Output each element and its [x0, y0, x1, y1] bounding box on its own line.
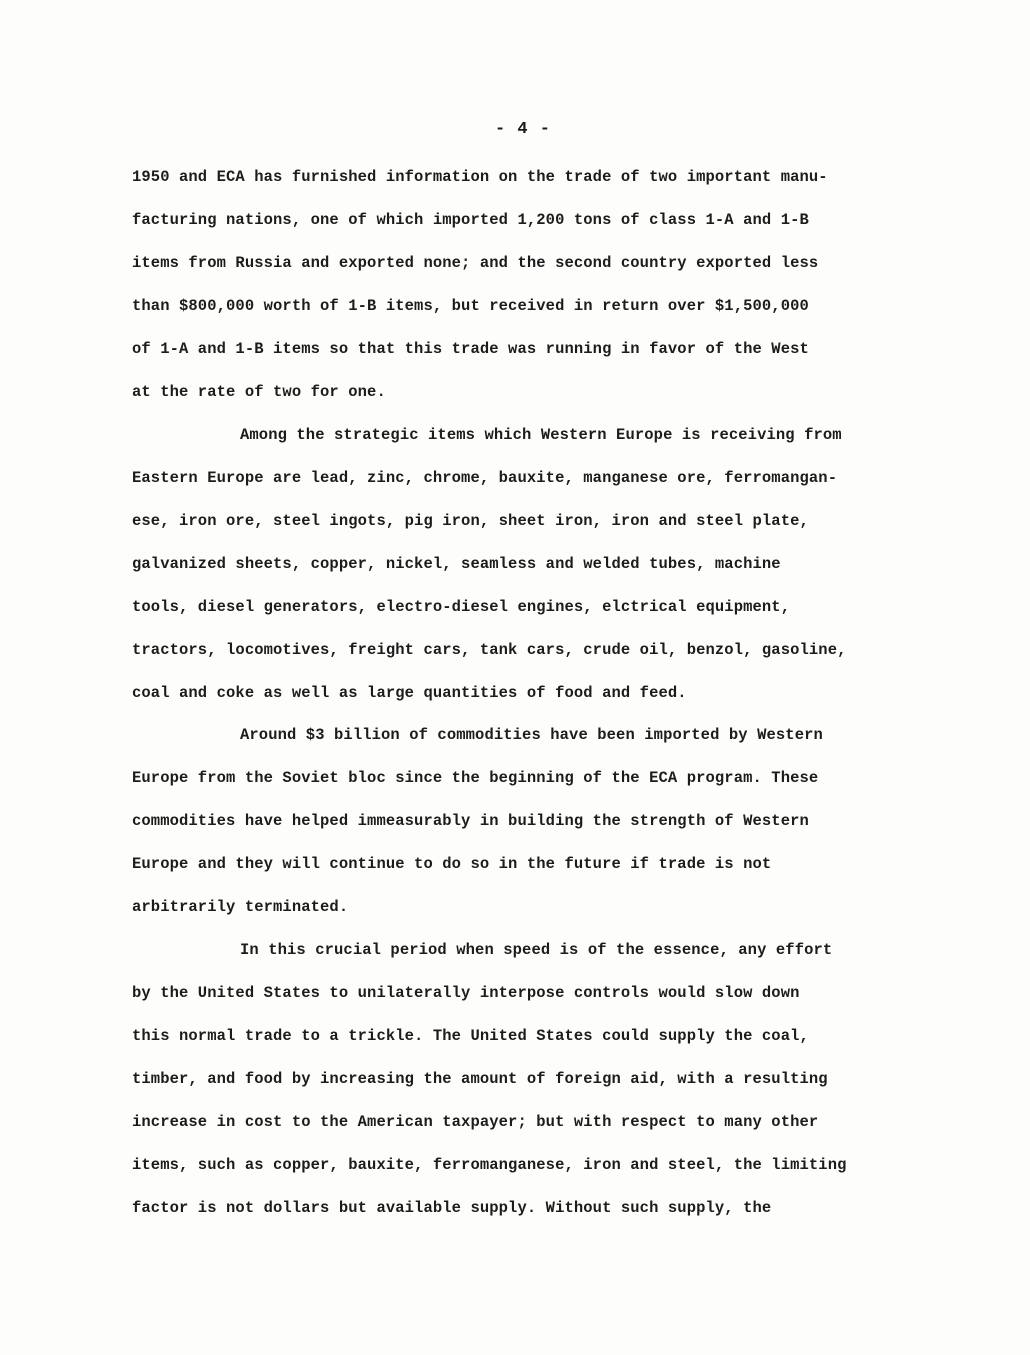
text-line: Eastern Europe are lead, zinc, chrome, bauxite, manganese ore, ferromangan- — [132, 469, 838, 487]
text-line: Around $3 billion of commodities have been imported by Western — [240, 726, 823, 744]
text-line: increase in cost to the American taxpayer; but with respect to many other — [132, 1113, 819, 1131]
text-line: Europe from the Soviet bloc since the beginning of the ECA program. These — [132, 769, 819, 787]
text-line: this normal trade to a trickle. The United States could supply the coal, — [132, 1027, 809, 1045]
text-line: Europe and they will continue to do so in the future if trade is not — [132, 855, 772, 873]
text-line: commodities have helped immeasurably in building the strength of Western — [132, 812, 809, 830]
page-number: - 4 - — [495, 120, 552, 139]
text-line: timber, and food by increasing the amount of foreign aid, with a resulting — [132, 1070, 828, 1088]
text-line: 1950 and ECA has furnished information on the trade of two important manu- — [132, 168, 828, 186]
text-line: arbitrarily terminated. — [132, 898, 349, 916]
text-line: Among the strategic items which Western Europe is receiving from — [240, 426, 842, 444]
text-line: items, such as copper, bauxite, ferromanganese, iron and steel, the limiting — [132, 1156, 847, 1174]
text-line: coal and coke as well as large quantities of food and feed. — [132, 684, 687, 702]
text-line: by the United States to unilaterally interpose controls would slow down — [132, 984, 800, 1002]
text-line: In this crucial period when speed is of the essence, any effort — [240, 941, 833, 959]
text-line: facturing nations, one of which imported 1,200 tons of class 1-A and 1-B — [132, 211, 809, 229]
text-line: of 1-A and 1-B items so that this trade was running in favor of the West — [132, 340, 809, 358]
text-line: items from Russia and exported none; and the second country exported less — [132, 254, 819, 272]
text-line: ese, iron ore, steel ingots, pig iron, sheet iron, iron and steel plate, — [132, 512, 809, 530]
text-line: factor is not dollars but available supply. Without such supply, the — [132, 1199, 772, 1217]
text-line: at the rate of two for one. — [132, 383, 386, 401]
text-line: tools, diesel generators, electro-diesel engines, elctrical equipment, — [132, 598, 791, 616]
text-line: galvanized sheets, copper, nickel, seamless and welded tubes, machine — [132, 555, 781, 573]
text-line: than $800,000 worth of 1-B items, but received in return over $1,500,000 — [132, 297, 809, 315]
text-line: tractors, locomotives, freight cars, tank cars, crude oil, benzol, gasoline, — [132, 641, 847, 659]
